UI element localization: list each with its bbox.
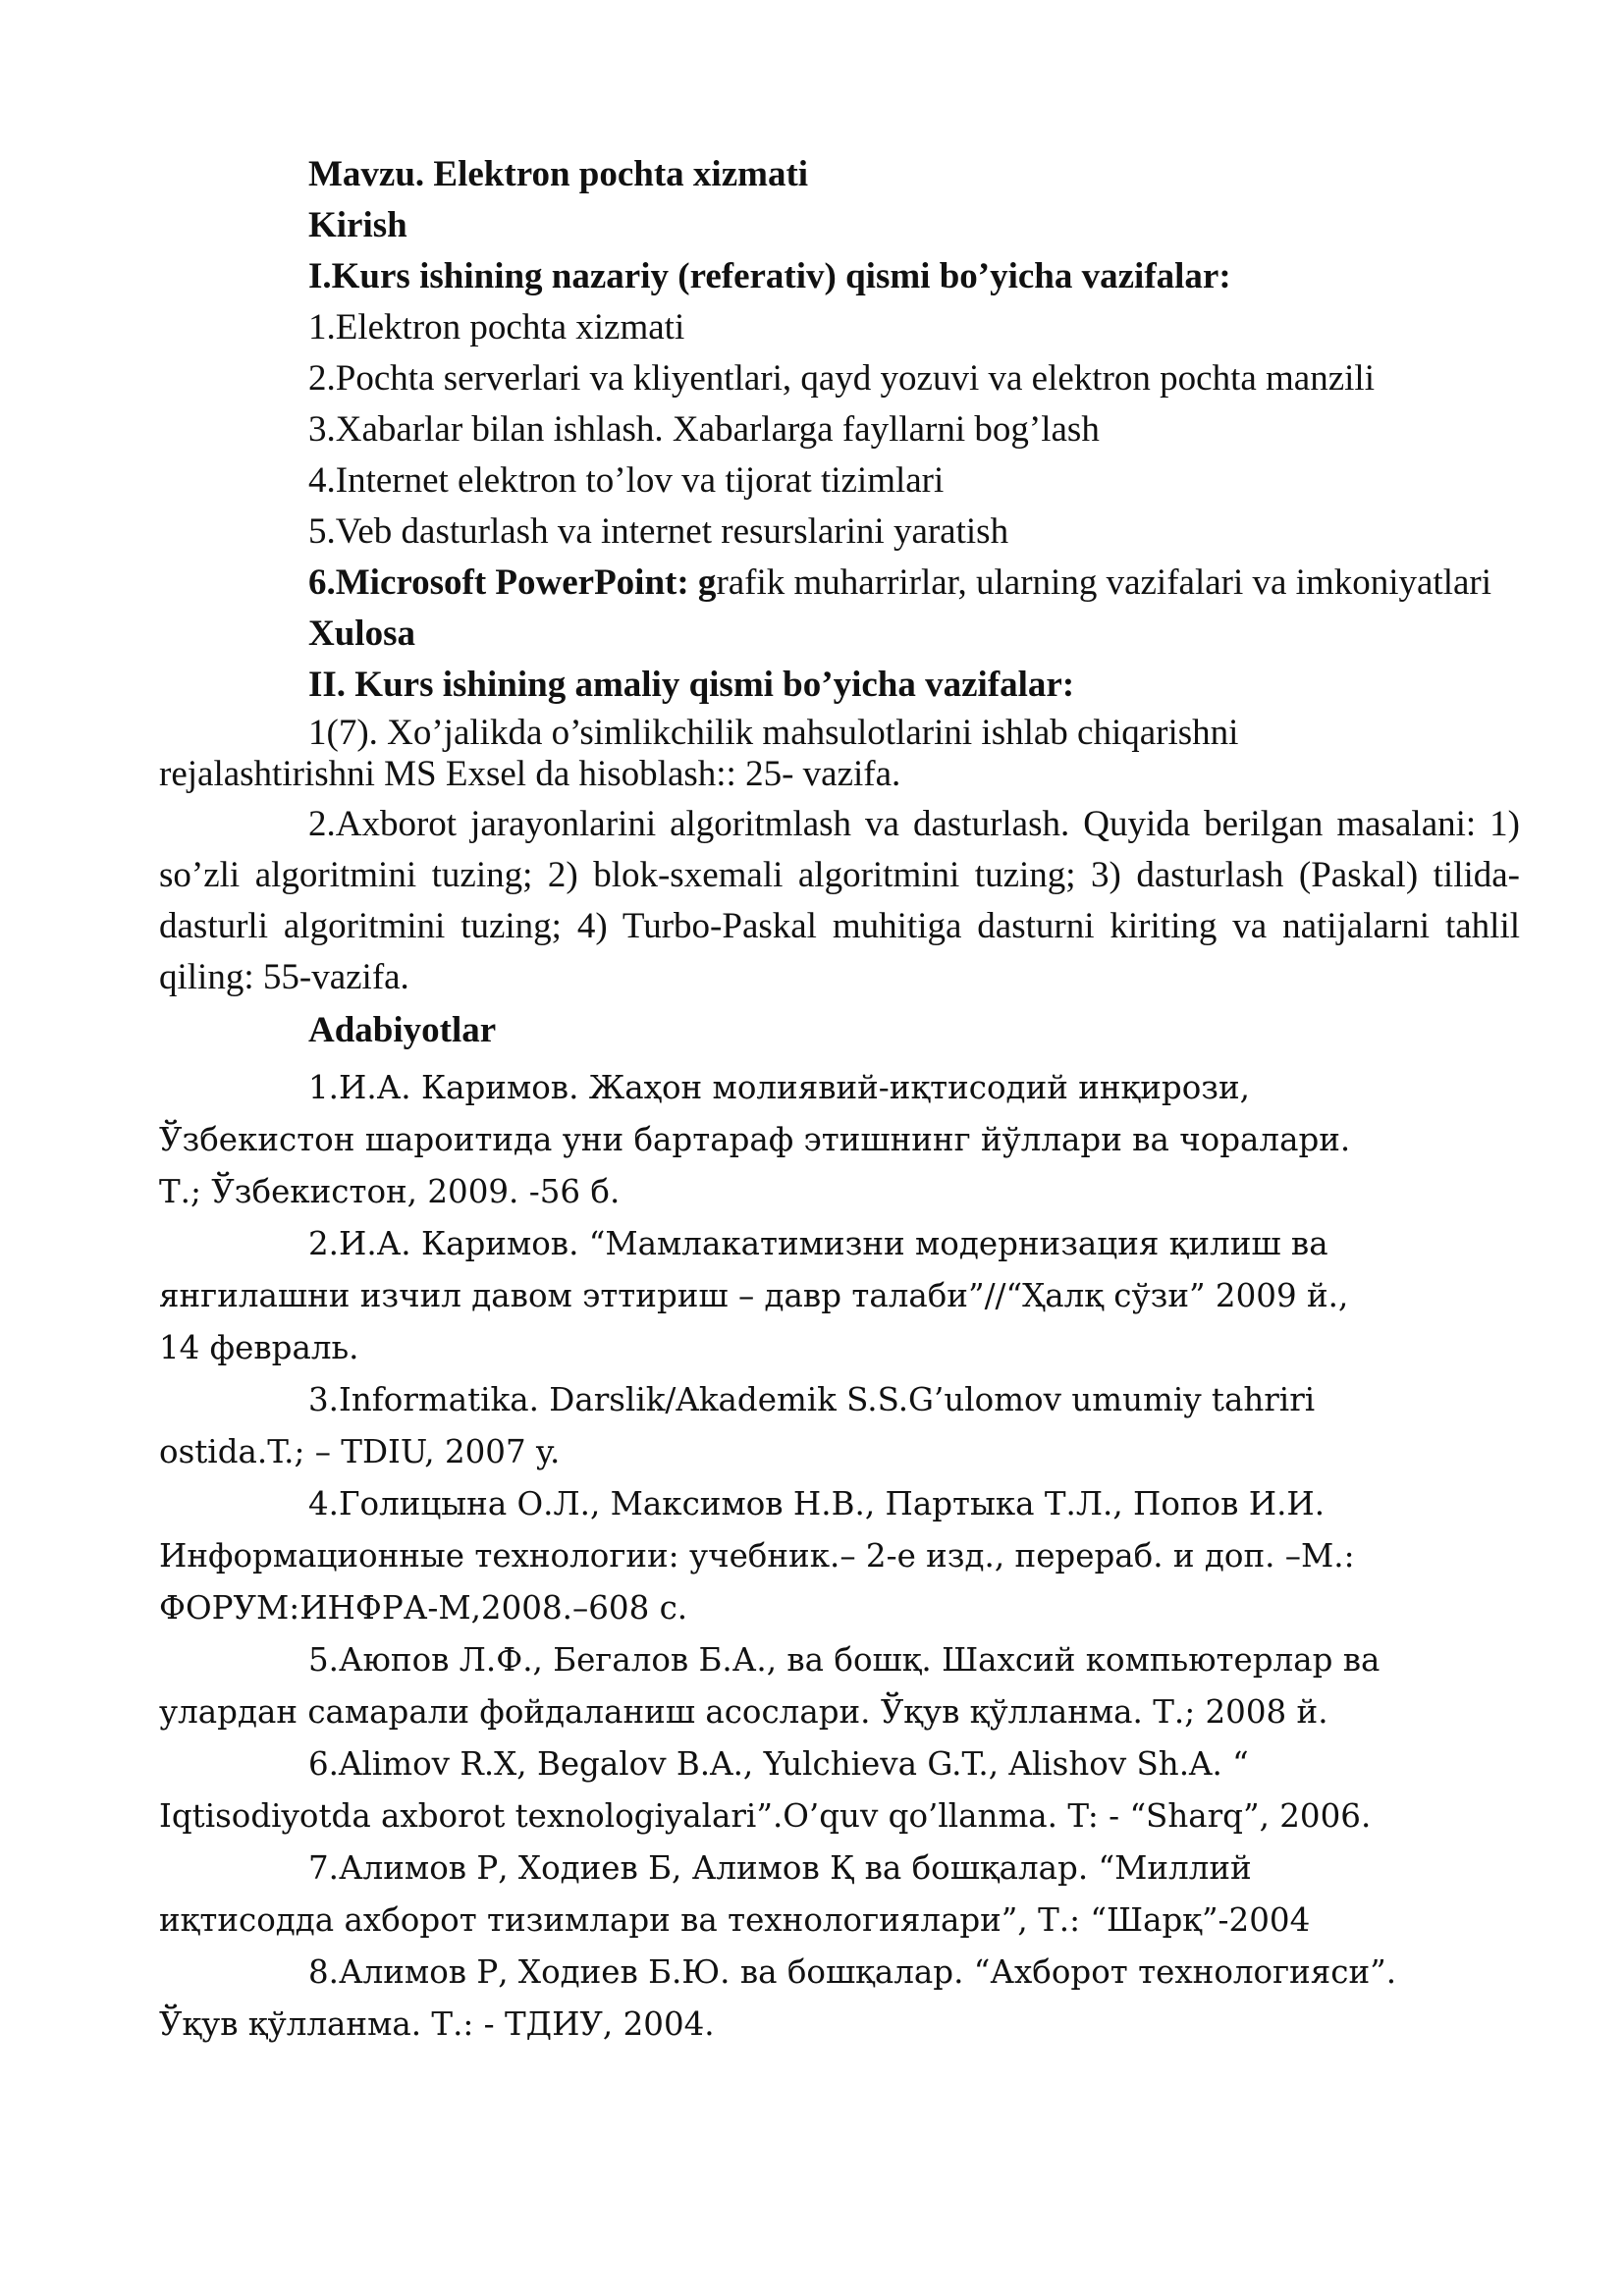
part2-task-2: 2.Axborot jarayonlarini algoritmlash va dasturlash. Quyida berilgan masalani: 1) so’zli algoritmini tuzing; 2) blok-sxemali algoritmini tuzing; 3) dasturlash (Paskal) tilida-dasturli algoritmini tuzing; 4) Turbo-Paskal muhitiga dasturni kiriting va natijalarni tahlil qiling: 55-vazifa.: [159, 804, 1520, 997]
reference-item: [159, 1374, 1520, 1478]
reference-line: Т.; Ўзбекистон, 2009. -56 б.: [159, 1173, 621, 1210]
part2-task-1-line: rejalashtirishni MS Exsel da hisoblash:: 25- vazifa.: [159, 754, 901, 794]
part1-heading: I.Kurs ishining nazariy (referativ) qismi bo’yicha vazifalar:: [308, 256, 1231, 296]
reference-line: ФОРУМ:ИНФРА-М,2008.–608 с.: [159, 1589, 688, 1627]
reference-line: улардан самарали фойдаланиш асослари. Ўқув қўлланма. Т.; 2008 й.: [159, 1693, 1328, 1731]
reference-item: [159, 1634, 1520, 1738]
part1-item-6-bold: 6.Microsoft PowerPoint: g: [308, 562, 717, 603]
part1-item: 5.Veb dasturlash va internet resurslarini yaratish: [308, 511, 1009, 552]
reference-item: [159, 1738, 1520, 1842]
reference-line: ostida.T.; – TDIU, 2007 y.: [159, 1433, 561, 1470]
part1-item: 2.Pochta serverlari va kliyentlari, qayd yozuvi va elektron pochta manzili: [308, 358, 1375, 399]
reference-line: Iqtisodiyotda axborot texnologiyalari”.O’quv qo’llanma. T: - “Sharq”, 2006.: [159, 1797, 1372, 1835]
document-body: [159, 149, 1520, 2051]
reference-line: Ўзбекистон шароитида уни бартараф этишнинг йўллари ва чоралари.: [159, 1121, 1351, 1158]
part1-item-6: [159, 558, 1520, 609]
reference-line: 8.Алимов Р, Ходиев Б.Ю. ва бошқалар. “Ахборот технологияси”.: [308, 1953, 1397, 1991]
reference-line: Информационные технологии: учебник.– 2-е изд., перераб. и доп. –М.:: [159, 1537, 1355, 1575]
reference-line: 6.Alimov R.X, Begalov B.A., Yulchieva G.T., Alishov Sh.A. “: [308, 1745, 1249, 1783]
part1-item: 4.Internet elektron to’lov va tijorat tizimlari: [308, 460, 945, 501]
reference-item: [159, 1478, 1520, 1634]
reference-line: 5.Аюпов Л.Ф., Бегалов Б.А., ва бошқ. Шахсий компьютерлар ва: [308, 1641, 1380, 1679]
part1-item: 1.Elektron pochta xizmati: [308, 307, 685, 347]
intro-heading: Kirish: [308, 205, 407, 245]
reference-line: 2.И.А. Каримов. “Мамлакатимизни модернизация қилиш ва: [308, 1225, 1328, 1262]
reference-item: [159, 1218, 1520, 1374]
conclusion-heading: Xulosa: [308, 614, 415, 654]
part2-task-1: [159, 713, 1520, 795]
reference-line: 4.Голицына О.Л., Максимов Н.В., Партыка Т.Л., Попов И.И.: [308, 1485, 1326, 1522]
references-list: [159, 1062, 1520, 2051]
reference-line: янгилашни изчил давом эттириш – давр талаби”//“Ҳалқ сўзи” 2009 й.,: [159, 1277, 1349, 1314]
part1-item: 3.Xabarlar bilan ishlash. Xabarlarga fayllarni bog’lash: [308, 409, 1100, 450]
reference-item: [159, 1947, 1520, 2051]
reference-line: 7.Алимов Р, Ходиев Б, Алимов Қ ва бошқалар. “Миллий: [308, 1849, 1252, 1887]
part1-item-6-rest: rafik muharrirlar, ularning vazifalari va imkoniyatlari: [716, 562, 1492, 603]
reference-line: 1.И.А. Каримов. Жаҳон молиявий-иқтисодий инқирози,: [308, 1069, 1250, 1106]
reference-item: [159, 1062, 1520, 1218]
reference-line: 14 февраль.: [159, 1329, 359, 1366]
reference-line: 3.Informatika. Darslik/Akademik S.S.G’ulomov umumiy tahriri: [308, 1381, 1316, 1418]
references-heading: Adabiyotlar: [308, 1010, 497, 1050]
part2-heading: II. Kurs ishining amaliy qismi bo’yicha vazifalar:: [308, 665, 1075, 705]
reference-line: иқтисодда ахборот тизимлари ва технологиялари”, Т.: “Шарқ”-2004: [159, 1901, 1311, 1939]
reference-line: Ўқув қўлланма. Т.: - ТДИУ, 2004.: [159, 2005, 715, 2043]
topic-heading: Mavzu. Elektron pochta xizmati: [308, 154, 809, 194]
part2-task-1-line: 1(7). Xo’jalikda o’simlikchilik mahsulotlarini ishlab chiqarishni: [308, 713, 1239, 753]
reference-item: [159, 1842, 1520, 1947]
